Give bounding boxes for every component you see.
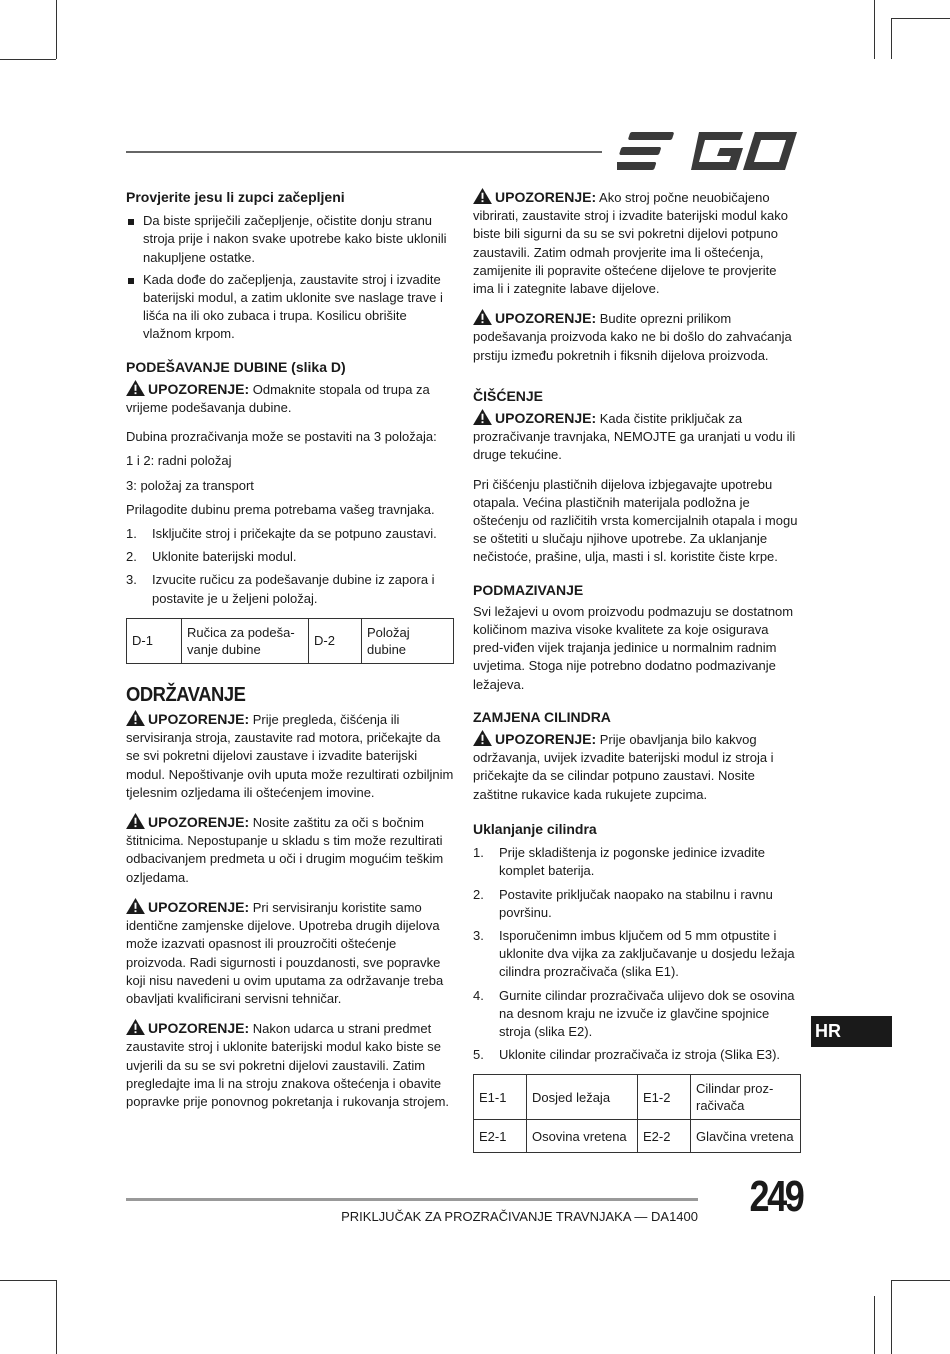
lubrication-heading: PODMAZIVANJE: [473, 581, 584, 598]
warning-label: UPOZORENJE:: [148, 814, 250, 831]
step-number: 3.: [126, 572, 137, 588]
warning-text: Nakon udarca u strani predmet zaustavite stroj i uklonite baterijski modul kako biste se uvjerili da su se svi pokretni dijelovi zaustavili. Zatim pregledajte ima li na stroju znakova oštećenja i obavite popravke prije ponovnog pokretanja i rukovanja strojem.: [126, 1021, 450, 1109]
paragraph: Dubina prozračivanja može se postaviti na 3 položaja:: [126, 429, 437, 445]
language-tab: HR: [811, 1016, 892, 1047]
table-row: [474, 1075, 801, 1120]
crop-mark: [56, 1280, 57, 1354]
paragraph: 1 i 2: radni položaj: [126, 453, 232, 469]
footer-title: PRIKLJUČAK ZA PROZRAČIVANJE TRAVNJAKA — DA1400: [341, 1209, 698, 1224]
table-cell: Dosjed ležaja: [527, 1075, 638, 1120]
step-number: 5.: [473, 1047, 484, 1063]
list-item: Kada dođe do začepljenja, zaustavite stroj i izvadite baterijski modul, a zatim uklonite sve naslage trave i lišća na ili oko zubaca i trupa. Kosilicu obrišite vlažnom krpom.: [126, 271, 454, 344]
crop-mark: [56, 0, 57, 59]
step-text: Uklonite cilindar prozračivača iz stroja (Slika E3).: [499, 1047, 781, 1063]
depth-warning: [126, 380, 454, 417]
crop-mark: [891, 18, 892, 59]
warning-icon: [126, 380, 145, 396]
left-column: [126, 188, 454, 1122]
step-text: Uklonite baterijski modul.: [152, 549, 297, 565]
warning-icon: [126, 813, 145, 829]
vibration-warning: [473, 188, 801, 298]
warning-text: Odmaknite stopala od trupa za vrijeme podešavanja dubine.: [126, 381, 430, 416]
step-text: Isključite stroj i pričekajte da se potpuno zaustavi.: [152, 526, 437, 542]
crop-mark: [0, 1280, 56, 1281]
warning-icon: [126, 710, 145, 726]
crop-mark: [874, 0, 875, 59]
footer-rule: [126, 1198, 698, 1201]
warning-label: UPOZORENJE:: [148, 711, 250, 728]
cleaning-warning: [473, 409, 801, 465]
cylinder-heading: ZAMJENA CILINDRA: [473, 708, 611, 725]
cylinder-warning: [473, 730, 801, 804]
step-text: Izvucite ručicu za podešavanje dubine iz zapora i postavite je u željeni položaj.: [152, 572, 435, 606]
header-rule: [126, 151, 602, 153]
warning-icon: [473, 188, 492, 204]
table-cell: Glavčina vretena: [691, 1120, 801, 1153]
warning-icon: [126, 898, 145, 914]
warning-label: UPOZORENJE:: [148, 898, 250, 915]
cylinder-legend-table: [473, 1074, 801, 1153]
table-cell: Ručica za podeša-vanje dubine: [182, 618, 309, 663]
page-number: 249: [749, 1172, 803, 1221]
table-cell: E2-2: [638, 1120, 691, 1153]
step-text: Gurnite cilindar prozračivača ulijevo dok se osovina na desnom kraju ne izvuče iz glavčine spojnice stroja (slika E2).: [499, 987, 795, 1039]
ego-logo: [617, 130, 799, 172]
warning-icon: [473, 409, 492, 425]
list-item: [126, 548, 454, 566]
list-item: [126, 571, 454, 607]
warning-icon: [126, 1019, 145, 1035]
step-number: 2.: [473, 886, 484, 902]
clog-heading: Provjerite jesu li zupci začepljeni: [126, 189, 345, 205]
warning-text: Budite oprezni prilikom podešavanja proizvoda kako ne bi došlo do zahvaćanja prstiju između pokretnih i fiksnih dijelova proizvoda.: [473, 311, 792, 363]
crop-mark: [891, 1280, 892, 1354]
cleaning-heading: ČIŠĆENJE: [473, 387, 544, 404]
warning-label: UPOZORENJE:: [495, 310, 597, 327]
crop-mark: [891, 18, 950, 19]
step-text: Prije skladištenja iz pogonske jedinice izvadite komplet baterija.: [499, 845, 765, 879]
step-text: Isporučenimn imbus ključem od 5 mm otpustite i uklonite dva vijka za zaključavanje u dosjedu ležaja cilindra prozračivača (slika E1).: [499, 927, 795, 980]
table-cell: D-2: [309, 618, 362, 663]
table-cell: E1-2: [638, 1075, 691, 1120]
depth-heading: PODEŠAVANJE DUBINE (slika D): [126, 358, 346, 375]
step-number: 3.: [473, 927, 484, 943]
cylinder-removal-heading: Uklanjanje cilindra: [473, 820, 597, 837]
step-number: 1.: [473, 845, 484, 861]
warning-label: UPOZORENJE:: [495, 410, 597, 427]
pinch-warning: [473, 309, 801, 365]
step-number: 4.: [473, 987, 484, 1003]
warning-label: UPOZORENJE:: [148, 380, 250, 397]
list-item: Da biste spriječili začepljenje, očistite donju stranu stroja prije i nakon svake upotrebe kako biste uklonili nakupljene ostatke.: [126, 212, 454, 267]
table-row: [474, 1120, 801, 1153]
table-cell: E2-1: [474, 1120, 527, 1153]
cylinder-steps: [473, 844, 801, 1064]
warning-text: Nosite zaštitu za oči s bočnim štitnicima. Nepostupanje u skladu s tim može rezultirati odbacivanjem predmeta u oči i drugim mogućim teškim ozljedama.: [126, 815, 444, 885]
warning-text: Kada čistite priključak za prozračivanje travnjaka, NEMOJTE ga uranjati u vodu ili druge tekućine.: [473, 411, 796, 463]
warning-label: UPOZORENJE:: [495, 731, 597, 748]
warning-text: Prije pregleda, čišćenja ili servisiranja stroja, zaustavite rad motora, pričekajte da se svi pokretni dijelovi zaustave i izvadite baterijski modul. Nepoštivanje ovih uputa može rezultirati ozbiljnim tjelesnim ozljedama ili oštećenjem imovine.: [126, 712, 454, 800]
table-row: [127, 618, 454, 663]
paragraph: Svi ležajevi u ovom proizvodu podmazuju se dostatnom količinom maziva visoke kvalitete za koje osigurava pred-viđen vijek trajanja jedinice u normalnim radnim uvjetima. Stoga nije potrebno dodatno podmazivanje ležajeva.: [473, 603, 794, 692]
table-cell: E1-1: [474, 1075, 527, 1120]
step-text: Postavite priključak naopako na stabilnu i ravnu površinu.: [499, 886, 773, 920]
maintenance-warning: [126, 813, 454, 887]
maintenance-heading: ODRŽAVANJE: [126, 683, 246, 706]
paragraph: 3: položaj za transport: [126, 477, 254, 493]
warning-label: UPOZORENJE:: [148, 1020, 250, 1037]
clog-bullet-list: [126, 212, 454, 343]
crop-mark: [0, 59, 56, 60]
list-item: [126, 525, 454, 543]
maintenance-warning: [126, 898, 454, 1008]
table-cell: Položaj dubine: [362, 618, 454, 663]
list-item: [473, 886, 801, 922]
step-number: 2.: [126, 549, 137, 565]
list-item: [473, 844, 801, 880]
maintenance-warning: [126, 710, 454, 802]
crop-mark: [874, 1296, 875, 1354]
list-item: [473, 1046, 801, 1064]
right-column: [473, 188, 801, 1159]
list-item: [473, 987, 801, 1042]
crop-mark: [891, 1280, 950, 1281]
warning-icon: [473, 730, 492, 746]
paragraph: Pri čišćenju plastičnih dijelova izbjegavajte upotrebu otapala. Većina plastičnih materijala podložna je oštećenju od različitih vrsta komercijalnih otapala i mogu se oštetiti u slučaju njihove upotrebe. Za uklanjanje nečistoće, prašine, ulja, masti i sl. koristite čiste krpe.: [473, 476, 798, 565]
paragraph: Prilagodite dubinu prema potrebama vašeg travnjaka.: [126, 501, 435, 517]
list-item: [473, 927, 801, 982]
table-cell: D-1: [127, 618, 182, 663]
warning-text: Ako stroj počne neuobičajeno vibrirati, zaustavite stroj i izvadite baterijski modul kako biste bili sigurni da su se svi pokretni dijelovi potpuno zaustavili. Zatim odmah provjerite ima li oštećenja, zamijenite ili popravite oštećene dijelove te provjerite ima li i zategnite labave dijelove.: [473, 190, 789, 297]
warning-text: Pri servisiranju koristite samo identične zamjenske dijelove. Upotreba drugih dijelova može izazvati opasnost ili prouzročiti oštećenje proizvoda. Radi sigurnosti i pouzdanosti, sve popravke koji nisu navedeni u ovim uputama za održavanje treba obavljati kvalificirani servisni tehničar.: [126, 899, 444, 1006]
table-cell: Cilindar proz-račivača: [691, 1075, 801, 1120]
warning-text: Prije obavljanja bilo kakvog održavanja, uvijek izvadite baterijski modul iz stroja i pričekajte da se cilindar potpuno zaustavi. Nosite zaštitne rukavice kada rukujete zupcima.: [473, 732, 774, 802]
warning-icon: [473, 309, 492, 325]
warning-label: UPOZORENJE:: [495, 189, 597, 205]
depth-legend-table: [126, 618, 454, 664]
depth-steps: [126, 525, 454, 608]
table-cell: Osovina vretena: [527, 1120, 638, 1153]
maintenance-warning: [126, 1019, 454, 1111]
step-number: 1.: [126, 526, 137, 542]
